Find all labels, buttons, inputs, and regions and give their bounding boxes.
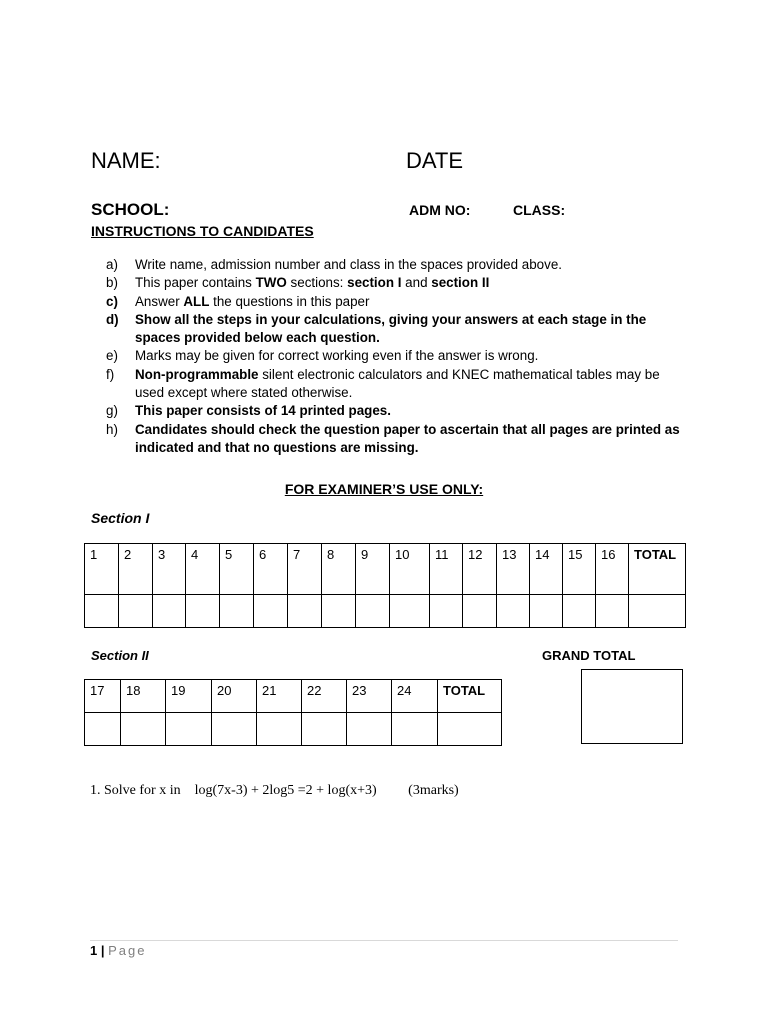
question-number-cell: 12 bbox=[463, 544, 497, 595]
instruction-text-part: Write name, admission number and class in the spaces provided above. bbox=[135, 257, 562, 272]
instruction-text bbox=[135, 256, 686, 274]
score-cell[interactable] bbox=[530, 595, 563, 628]
instruction-marker: h) bbox=[106, 421, 118, 437]
score-cell[interactable] bbox=[356, 595, 390, 628]
score-cell[interactable] bbox=[85, 713, 121, 746]
question-1-number: 1. Solve for x in bbox=[90, 783, 181, 798]
instruction-item bbox=[106, 274, 686, 292]
instruction-marker: a) bbox=[106, 257, 118, 272]
score-cell[interactable] bbox=[153, 595, 186, 628]
instructions-list bbox=[106, 256, 686, 457]
footer-divider bbox=[90, 940, 678, 941]
instruction-text-part: section I bbox=[347, 275, 402, 291]
instruction-text-part: sections: bbox=[286, 275, 348, 291]
instruction-text-part: This paper contains bbox=[135, 275, 256, 291]
question-1-marks: (3marks) bbox=[408, 783, 459, 798]
instruction-text-part: section II bbox=[431, 275, 490, 291]
section-1-label: Section I bbox=[91, 510, 150, 526]
score-cell[interactable] bbox=[85, 595, 119, 628]
page-label: Page bbox=[108, 943, 147, 958]
score-cell[interactable] bbox=[121, 713, 166, 746]
score-cell[interactable] bbox=[257, 713, 302, 746]
instruction-item bbox=[106, 293, 686, 311]
score-cell[interactable] bbox=[438, 713, 502, 746]
question-number-cell: 22 bbox=[302, 680, 347, 713]
question-number-cell: 18 bbox=[121, 680, 166, 713]
question-number-cell: 3 bbox=[153, 544, 186, 595]
question-number-cell: 11 bbox=[430, 544, 463, 595]
score-cell[interactable] bbox=[212, 713, 257, 746]
question-number-cell: 2 bbox=[119, 544, 153, 595]
instruction-text bbox=[135, 293, 686, 311]
grand-total-label: GRAND TOTAL bbox=[542, 648, 636, 663]
score-cell[interactable] bbox=[254, 595, 288, 628]
page-separator: | bbox=[100, 943, 105, 958]
instruction-text-part: the questions in this paper bbox=[209, 293, 370, 309]
instruction-text bbox=[135, 366, 686, 403]
total-column-header: TOTAL bbox=[438, 680, 502, 713]
question-number-cell: 10 bbox=[390, 544, 430, 595]
instruction-text-part: Marks may be given for correct working even if the answer is wrong. bbox=[135, 348, 539, 364]
question-number-cell: 9 bbox=[356, 544, 390, 595]
instruction-text-part: This paper consists of 14 printed pages. bbox=[135, 403, 391, 419]
score-cell[interactable] bbox=[288, 595, 322, 628]
question-number-cell: 24 bbox=[392, 680, 438, 713]
instruction-item bbox=[106, 311, 686, 348]
adm-no-label: ADM NO: bbox=[409, 202, 471, 218]
score-cell[interactable] bbox=[119, 595, 153, 628]
question-number-cell: 16 bbox=[596, 544, 629, 595]
instruction-marker: b) bbox=[106, 275, 118, 291]
instructions-title: INSTRUCTIONS TO CANDIDATES bbox=[91, 223, 314, 239]
instruction-item bbox=[106, 366, 686, 403]
instruction-item bbox=[106, 256, 686, 274]
date-label: DATE bbox=[406, 148, 464, 173]
question-1 bbox=[90, 783, 459, 799]
question-number-cell: 20 bbox=[212, 680, 257, 713]
question-number-cell: 15 bbox=[563, 544, 596, 595]
score-cell[interactable] bbox=[347, 713, 392, 746]
instruction-text-part: and bbox=[401, 275, 432, 291]
question-number-cell: 14 bbox=[530, 544, 563, 595]
school-label: SCHOOL: bbox=[91, 200, 170, 219]
instruction-text bbox=[135, 402, 686, 420]
question-number-cell: 6 bbox=[254, 544, 288, 595]
instruction-text-part: Candidates should check the question paper to ascertain that all pages are printed as indicated and that no questions are missing. bbox=[135, 421, 680, 455]
class-label: CLASS: bbox=[513, 202, 566, 218]
instruction-item bbox=[106, 421, 686, 458]
question-number-cell: 8 bbox=[322, 544, 356, 595]
score-cell[interactable] bbox=[186, 595, 220, 628]
instruction-item bbox=[106, 347, 686, 365]
examiner-title: FOR EXAMINER’S USE ONLY: bbox=[284, 481, 484, 497]
question-number-cell: 23 bbox=[347, 680, 392, 713]
score-cell[interactable] bbox=[629, 595, 686, 628]
question-number-cell: 13 bbox=[497, 544, 530, 595]
section-1-marks-table bbox=[84, 543, 686, 628]
section-1-header-row bbox=[85, 544, 686, 595]
instruction-marker: g) bbox=[106, 403, 118, 419]
score-cell[interactable] bbox=[392, 713, 438, 746]
score-cell[interactable] bbox=[166, 713, 212, 746]
instruction-text bbox=[135, 347, 686, 365]
score-cell[interactable] bbox=[463, 595, 497, 628]
instruction-text-part: silent electronic calculators and KNEC mathematical tables may be used except where stated otherwise. bbox=[135, 366, 660, 401]
instruction-text bbox=[135, 274, 686, 292]
instruction-text-part: Answer bbox=[135, 293, 184, 309]
page-footer bbox=[90, 943, 147, 958]
score-cell[interactable] bbox=[390, 595, 430, 628]
instruction-text bbox=[135, 421, 686, 458]
question-number-cell: 21 bbox=[257, 680, 302, 713]
section-2-marks-table bbox=[84, 679, 502, 746]
score-cell[interactable] bbox=[302, 713, 347, 746]
instruction-text bbox=[135, 311, 686, 348]
instruction-item bbox=[106, 402, 686, 420]
instruction-text-part: Show all the steps in your calculations, giving your answers at each stage in the spaces provided below each question. bbox=[135, 311, 647, 346]
question-1-equation: log(7x-3) + 2log5 =2 + log(x+3) bbox=[194, 783, 377, 798]
instruction-text-part: Non-programmable bbox=[135, 366, 259, 382]
section-2-header-row bbox=[85, 680, 502, 713]
score-cell[interactable] bbox=[497, 595, 530, 628]
instruction-marker: e) bbox=[106, 348, 118, 364]
instruction-marker: f) bbox=[106, 366, 115, 382]
instruction-text-part: ALL bbox=[183, 293, 210, 309]
name-label: NAME: bbox=[91, 148, 161, 173]
instruction-text-part: TWO bbox=[255, 275, 287, 291]
question-number-cell: 4 bbox=[186, 544, 220, 595]
score-cell[interactable] bbox=[322, 595, 356, 628]
instruction-marker: d) bbox=[106, 311, 119, 327]
total-column-header: TOTAL bbox=[629, 544, 686, 595]
score-cell[interactable] bbox=[220, 595, 254, 628]
grand-total-box[interactable] bbox=[581, 669, 683, 744]
section-2-score-row bbox=[85, 713, 502, 746]
question-number-cell: 1 bbox=[85, 544, 119, 595]
question-number-cell: 7 bbox=[288, 544, 322, 595]
question-number-cell: 5 bbox=[220, 544, 254, 595]
question-number-cell: 19 bbox=[166, 680, 212, 713]
score-cell[interactable] bbox=[563, 595, 596, 628]
score-cell[interactable] bbox=[430, 595, 463, 628]
section-1-score-row bbox=[85, 595, 686, 628]
page-number: 1 bbox=[90, 943, 98, 958]
instruction-marker: c) bbox=[106, 293, 118, 309]
score-cell[interactable] bbox=[596, 595, 629, 628]
section-2-label: Section II bbox=[91, 648, 149, 663]
question-number-cell: 17 bbox=[85, 680, 121, 713]
